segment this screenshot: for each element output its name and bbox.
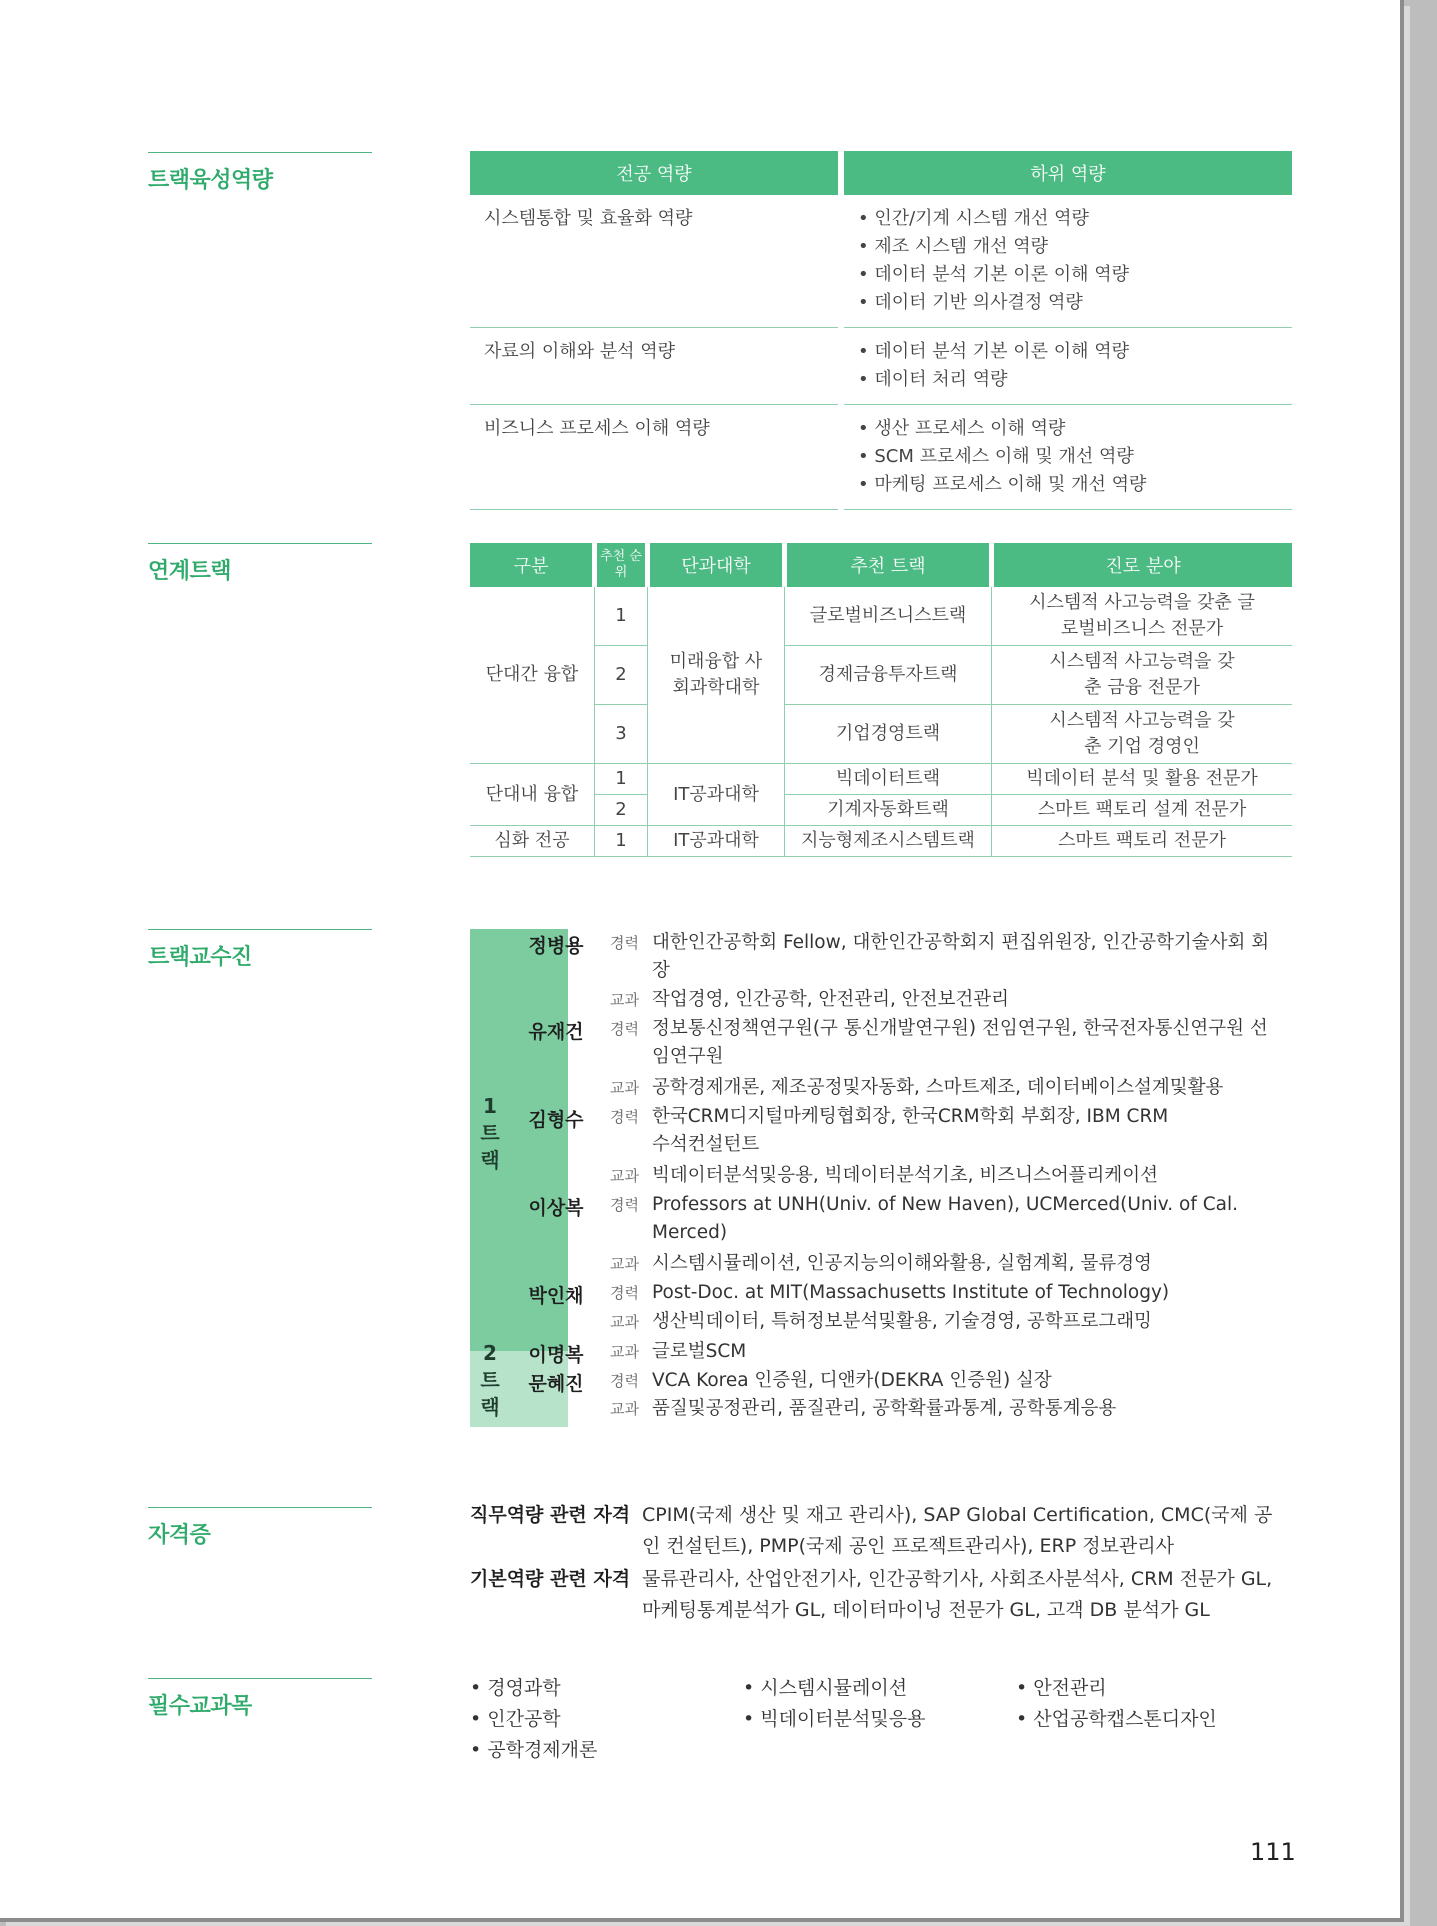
header-rank: 추천 순위 <box>595 543 648 587</box>
faculty-name: 김형수 <box>528 1109 584 1131</box>
division-cell: 심화 전공 <box>470 826 595 857</box>
table-row <box>470 587 1292 646</box>
cert-text: 물류관리사, 산업안전기사, 인간공학기사, 사회조사분석사, CRM 전문가 GL, 마케팅통계분석가 GL, 데이터마이닝 전문가 GL, 고객 DB 분석가 GL <box>642 1568 1273 1621</box>
table-row <box>470 195 1292 328</box>
list-item: • 데이터 처리 역량 <box>858 366 1278 394</box>
rank-cell: 1 <box>595 587 648 646</box>
cert-text: CPIM(국제 생산 및 재고 관리사), SAP Global Certification, CMC(국제 공인 컨설턴트), PMP(국제 공인 프로젝트관리사), ERP 정보관리사 <box>642 1504 1273 1557</box>
table-row <box>470 826 1292 857</box>
list-item: • 안전관리 <box>1016 1673 1276 1704</box>
major-competency: 자료의 이해와 분석 역량 <box>470 328 838 405</box>
faculty-name: 문혜진 <box>528 1373 584 1395</box>
division-cell: 단대간 융합 <box>470 587 595 764</box>
faculty-name: 정병용 <box>528 935 584 957</box>
track-cell: 경제금융투자트랙 <box>785 646 992 705</box>
division-cell: 단대내 융합 <box>470 764 595 826</box>
table-row <box>470 764 1292 795</box>
linked-track-table <box>470 543 1292 857</box>
sub-competencies <box>844 328 1292 405</box>
header-college: 단과대학 <box>648 543 785 587</box>
track-cell: 빅데이터트랙 <box>785 764 992 795</box>
header-major: 전공 역량 <box>470 151 838 195</box>
header-track: 추천 트랙 <box>785 543 992 587</box>
course-column-1 <box>470 1673 730 1766</box>
page-number: 111 <box>1250 1838 1296 1866</box>
list-item: • 생산 프로세스 이해 역량 <box>858 415 1278 443</box>
career-cell: 시스템적 사고능력을 갖춘 기업 경영인 <box>992 705 1293 764</box>
rank-cell: 2 <box>595 795 648 826</box>
career-cell: 시스템적 사고능력을 갖춘 금융 전문가 <box>992 646 1293 705</box>
rank-cell: 1 <box>595 826 648 857</box>
career-cell: 스마트 팩토리 전문가 <box>992 826 1293 857</box>
header-sub: 하위 역량 <box>844 151 1292 195</box>
table-row <box>470 328 1292 405</box>
sub-competencies <box>844 405 1292 510</box>
cert-label: 기본역량 관련 자격 <box>470 1568 631 1590</box>
sub-competencies <box>844 195 1292 328</box>
list-item: • 마케팅 프로세스 이해 및 개선 역량 <box>858 471 1278 499</box>
list-item: • 경영과학 <box>470 1673 730 1704</box>
course-column-2 <box>743 1673 1003 1735</box>
certificates <box>470 1500 1290 1628</box>
competency-table <box>470 151 1292 510</box>
faculty-name: 박인채 <box>528 1285 584 1307</box>
college-cell: IT공과대학 <box>648 826 785 857</box>
track-cell: 기업경영트랙 <box>785 705 992 764</box>
track-cell: 지능형제조시스템트랙 <box>785 826 992 857</box>
track-cell: 기계자동화트랙 <box>785 795 992 826</box>
page: 트랙육성역량 전공 역량 하위 역량 시스템통합 및 효율화 역량 • 인간/기계 시스템 개선 역량 • 제조 시스템 개선 역량 • 데이터 분석 기본 이론 이해 역량 • 데이터 기반 의사결정 역량 자료의 이해와 분석 역량 • 데이터 분석 기본 이론 이해 역량 • 데이터 처리 역량 비즈니스 프로세스 이해 역량 • 생산 프로세스 이해 역량 • SCM 프로세스 이해 및 개선 역량 • 마케팅 프로세스 이해 및 개선 역량 연계트랙 구분 추천 순위 단과대학 추천 트랙 진로 분야 단대간 융합 1 미래융합 사회과학대학 글로벌비즈니스트랙 시스템적 사고능력을 갖춘 글로벌비즈니스 전문가 2 경제금융투자트랙 시스템적 사고능력을 갖춘 금융 전문가 3 기업경영트랙 시스템적 사고능력을 갖춘 기업 경영인 단대내 융합 1 IT공과대학 빅데이터트랙 빅데이터 분석 및 활용 전문가 2 기계자동화트랙 스마트 팩토리 설계 전문가 심화 전공 1 IT공과대학 지능형제조시스템트랙 스마트 팩토리 전문가 트랙교수진 1 트 랙 2 트 랙 정병용 경력 대한인간공학회 Fellow, 대한인간공학회지 편집위원장, 인간공학기술사회 회장 교과 작업경영, 인간공학, 안전관리, 안전보건관리 유재건 경력 정보통신정책연구원(구 통신개발연구원) 전임연구원, 한국전자통신연구원 선임연구원 교과 공학경제개론, 제조공정및자동화, 스마트제조, 데이터베이스설계및활용 김형수 경력 한국CRM디지털마케팅협회장, 한국CRM학회 부회장, IBM CRM 수석컨설턴트 교과 빅데이터분석및응용, 빅데이터분석기초, 비즈니스어플리케이션 이상복 경력 Professors at UNH(Univ. of New Haven), UCMerced(Univ. of Cal. Merced) 교과 시스템시뮬레이션, 인공지능의이해와활용, 실험계획, 물류경영 박인채 경력 Post-Doc. at MIT(Massachusetts Institute of Technology) 교과 생산빅데이터, 특허정보분석및활용, 기술경영, 공학프로그래밍 이명복 교과 글로벌SCM 문혜진 경력 VCA Korea 인증원, 디앤카(DEKRA 인증원) 실장 교과 품질및공정관리, 품질관리, 공학확률과통계, 공학통계응용 자격증 직무역량 관련 자격 CPIM(국제 생산 및 재고 관리사), SAP Global Certification, CMC(국제 공인 컨설턴트), PMP(국제 공인 프로젝트관리사), ERP 정보관리사 기본역량 관련 자격 물류관리사, 산업안전기사, 인간공학기사, 사회조사분석사, CRM 전문가 GL, 마케팅통계분석가 GL, 데이터마이닝 전문가 GL, 고객 DB 분석가 GL 필수교과목 • 경영과학 • 인간공학 • 공학경제개론 • 시스템시뮬레이션 • 빅데이터분석및응용 • 안전관리 • 산업공학캡스톤디자인 111 <box>0 0 1404 1922</box>
major-competency: 비즈니스 프로세스 이해 역량 <box>470 405 838 510</box>
major-competency: 시스템통합 및 효율화 역량 <box>470 195 838 328</box>
list-item: • 데이터 분석 기본 이론 이해 역량 <box>858 338 1278 366</box>
section-title-required: 필수교과목 <box>148 1678 372 1720</box>
section-title-certs: 자격증 <box>148 1507 372 1549</box>
course-column-3 <box>1016 1673 1276 1735</box>
faculty-name: 이상복 <box>528 1197 584 1219</box>
list-item: • 시스템시뮬레이션 <box>743 1673 1003 1704</box>
rank-cell: 2 <box>595 646 648 705</box>
career-cell: 스마트 팩토리 설계 전문가 <box>992 795 1293 826</box>
table-row <box>470 405 1292 510</box>
list-item: • 산업공학캡스톤디자인 <box>1016 1704 1276 1735</box>
list-item: • 공학경제개론 <box>470 1735 730 1766</box>
list-item: • 데이터 분석 기본 이론 이해 역량 <box>858 261 1278 289</box>
faculty-name: 유재건 <box>528 1021 584 1043</box>
track2-label: 2 트 랙 <box>480 1341 500 1419</box>
cert-row-job <box>470 1500 1290 1562</box>
list-item: • 인간공학 <box>470 1704 730 1735</box>
header-career: 진로 분야 <box>992 543 1293 587</box>
track-cell: 글로벌비즈니스트랙 <box>785 587 992 646</box>
cert-label: 직무역량 관련 자격 <box>470 1504 631 1526</box>
rank-cell: 3 <box>595 705 648 764</box>
list-item: • 제조 시스템 개선 역량 <box>858 233 1278 261</box>
section-title-faculty: 트랙교수진 <box>148 929 372 971</box>
section-title-linked: 연계트랙 <box>148 543 372 585</box>
rank-cell: 1 <box>595 764 648 795</box>
track1-label: 1 트 랙 <box>480 1094 500 1172</box>
career-cell: 빅데이터 분석 및 활용 전문가 <box>992 764 1293 795</box>
header-division: 구분 <box>470 543 595 587</box>
list-item: • 빅데이터분석및응용 <box>743 1704 1003 1735</box>
faculty-name: 이명복 <box>528 1344 584 1366</box>
section-title-competency: 트랙육성역량 <box>148 152 372 194</box>
career-cell: 시스템적 사고능력을 갖춘 글로벌비즈니스 전문가 <box>992 587 1293 646</box>
list-item: • 데이터 기반 의사결정 역량 <box>858 289 1278 317</box>
cert-row-basic <box>470 1564 1290 1626</box>
list-item: • SCM 프로세스 이해 및 개선 역량 <box>858 443 1278 471</box>
college-cell: 미래융합 사회과학대학 <box>648 587 785 764</box>
list-item: • 인간/기계 시스템 개선 역량 <box>858 205 1278 233</box>
college-cell: IT공과대학 <box>648 764 785 826</box>
